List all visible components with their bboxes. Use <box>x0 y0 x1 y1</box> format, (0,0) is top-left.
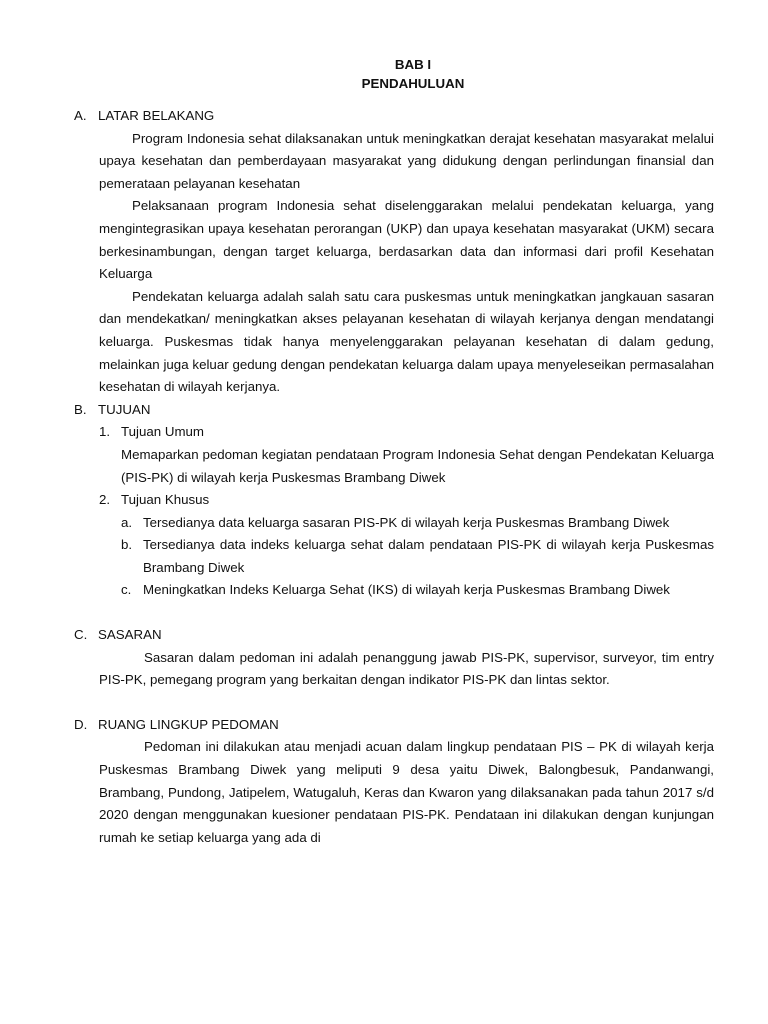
list-item <box>121 579 714 602</box>
section-letter: D. <box>74 716 88 732</box>
paragraph: Memaparkan pedoman kegiatan pendataan Program Indonesia Sehat dengan Pendekatan Keluarga (PIS-PK) di wilayah kerja Puskesmas Brambang Diwek <box>121 446 714 485</box>
section-body <box>99 647 714 692</box>
list-item-text: Tersedianya data indeks keluarga sehat dalam pendataan PIS-PK di wilayah kerja Puskesmas Brambang Diwek <box>143 537 714 575</box>
section-title: TUJUAN <box>98 401 151 417</box>
section-letter: A. <box>74 108 87 123</box>
paragraph: Program Indonesia sehat dilaksanakan untuk meningkatkan derajat kesehatan masyarakat melalui upaya kesehatan dan pemberdayaan masyarakat yang didukung dengan perlindungan finansial dan pemerataan pelayanan kesehatan <box>99 130 714 191</box>
section-tujuan <box>74 399 714 602</box>
sub-body <box>121 489 714 602</box>
paragraph: Pendekatan keluarga adalah salah satu cara puskesmas untuk meningkatkan jangkauan sasaran dan mendekatkan/ meningkatkan akses pelayanan kesehatan di wilayah kerjanya dengan mendatangi keluarga. Puskesmas tidak hanya menyelenggarakan pelayanan kesehatan di dalam gedung, melainkan juga keluar gedung dengan pendekatan keluarga dalam upaya menyeleseikan permasalahan kesehatan di wilayah kerjanya. <box>99 288 714 395</box>
section-letter: C. <box>74 627 88 643</box>
section-title: RUANG LINGKUP PEDOMAN <box>98 716 279 732</box>
spacer <box>74 692 714 714</box>
list-item-label: a. <box>121 514 133 530</box>
section-latar-belakang <box>74 105 714 399</box>
list-item <box>121 534 714 579</box>
section-heading <box>74 624 714 647</box>
sub-title: Tujuan Umum <box>121 424 205 440</box>
list-item <box>121 512 714 535</box>
section-body <box>99 128 714 399</box>
section-heading <box>74 399 714 422</box>
section-body <box>99 421 714 602</box>
chapter-number: BAB I <box>394 57 432 72</box>
chapter-title: PENDAHULUAN <box>361 76 465 91</box>
list-item-text: Tersedianya data keluarga sasaran PIS-PK di wilayah kerja Puskesmas Brambang Diwek <box>143 514 670 530</box>
list-item-text: Meningkatkan Indeks Keluarga Sehat (IKS) di wilayah kerja Puskesmas Brambang Diwek <box>143 582 670 598</box>
sub-title: Tujuan Khusus <box>121 492 210 508</box>
chapter-heading <box>74 55 714 93</box>
paragraph: Pedoman ini dilakukan atau menjadi acuan dalam lingkup pendataan PIS – PK di wilayah kerja Puskesmas Brambang Diwek yang meliputi 9 desa yaitu Diwek, Balongbesuk, Pandanwangi, Brambang, Pundong, Jatipelem, Watugaluh, Keras dan Kwaron yang dilaksanakan pada tahun 2017 s/d 2020 dengan menggunakan kuesioner pendataan PIS-PK. Pendataan ini dilakukan dengan kunjungan rumah ke setiap keluarga yang ada di <box>99 739 714 845</box>
paragraph: Pelaksanaan program Indonesia sehat diselenggarakan melalui pendekatan keluarga, yang mengintegrasikan upaya kesehatan perorangan (UKP) dan upaya kesehatan masyarakat (UKM) secara berkesinambungan, dengan target keluarga, berdasarkan data dan informasi dari profil Kesehatan Keluarga <box>99 198 714 282</box>
section-letter: B. <box>74 401 87 417</box>
spacer <box>74 602 714 624</box>
list-item-label: c. <box>121 582 132 598</box>
sub-body <box>121 421 714 489</box>
section-heading <box>74 105 714 128</box>
section-title: SASARAN <box>98 627 162 643</box>
tujuan-khusus <box>99 489 714 602</box>
section-title: LATAR BELAKANG <box>98 108 215 123</box>
section-sasaran <box>74 624 714 692</box>
section-heading <box>74 714 714 737</box>
sub-number: 2. <box>99 492 111 508</box>
list-item-label: b. <box>121 537 133 553</box>
paragraph: Sasaran dalam pedoman ini adalah penanggung jawab PIS-PK, supervisor, surveyor, tim entry PIS-PK, pemegang program yang berkaitan dengan indikator PIS-PK dan lintas sektor. <box>99 649 714 688</box>
section-ruang-lingkup <box>74 714 714 850</box>
sub-number: 1. <box>99 424 111 440</box>
tujuan-umum <box>99 421 714 489</box>
section-body <box>99 736 714 849</box>
